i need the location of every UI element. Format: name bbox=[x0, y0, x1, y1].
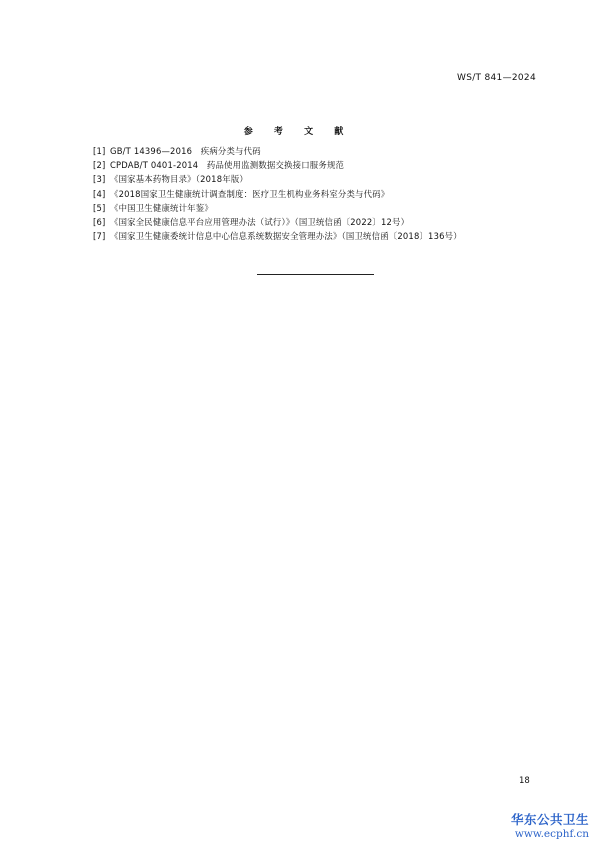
reference-number: [7] bbox=[93, 231, 106, 242]
reference-number: [3] bbox=[93, 174, 106, 185]
reference-list bbox=[93, 144, 563, 243]
references-heading: 参 考 文 献 bbox=[243, 127, 353, 137]
reference-number: [2] bbox=[93, 160, 106, 171]
reference-text: 《2018国家卫生健康统计调查制度：医疗卫生机构业务科室分类与代码》 bbox=[110, 188, 390, 199]
reference-item bbox=[93, 201, 563, 215]
reference-item bbox=[93, 144, 563, 158]
standard-number: WS/T 841—2024 bbox=[457, 73, 536, 83]
reference-item bbox=[93, 187, 563, 201]
page-number: 18 bbox=[519, 776, 530, 786]
reference-number: [6] bbox=[93, 217, 106, 228]
reference-text: 《国家基本药物目录》（2018年版） bbox=[110, 174, 248, 185]
watermark-url[interactable]: www.ecphf.cn bbox=[514, 828, 589, 840]
watermark bbox=[511, 812, 589, 841]
reference-text: 《中国卫生健康统计年鉴》 bbox=[110, 202, 213, 213]
end-rule bbox=[257, 274, 374, 275]
reference-item bbox=[93, 158, 563, 172]
reference-number: [1] bbox=[93, 146, 106, 156]
reference-text: 《国家卫生健康委统计信息中心信息系统数据安全管理办法》（国卫统信函〔2018〕136号） bbox=[110, 231, 462, 242]
reference-text: GB/T 14396—2016 疾病分类与代码 bbox=[110, 146, 261, 156]
watermark-name: 华东公共卫生 bbox=[510, 812, 589, 827]
reference-text: CPDAB/T 0401-2014 药品使用监测数据交换接口服务规范 bbox=[110, 160, 345, 171]
reference-item bbox=[93, 229, 563, 243]
reference-item bbox=[93, 215, 563, 229]
reference-number: [4] bbox=[93, 188, 106, 199]
reference-text: 《国家全民健康信息平台应用管理办法（试行）》（国卫统信函〔2022〕12号） bbox=[110, 217, 410, 228]
reference-item bbox=[93, 172, 563, 186]
reference-number: [5] bbox=[93, 202, 106, 213]
